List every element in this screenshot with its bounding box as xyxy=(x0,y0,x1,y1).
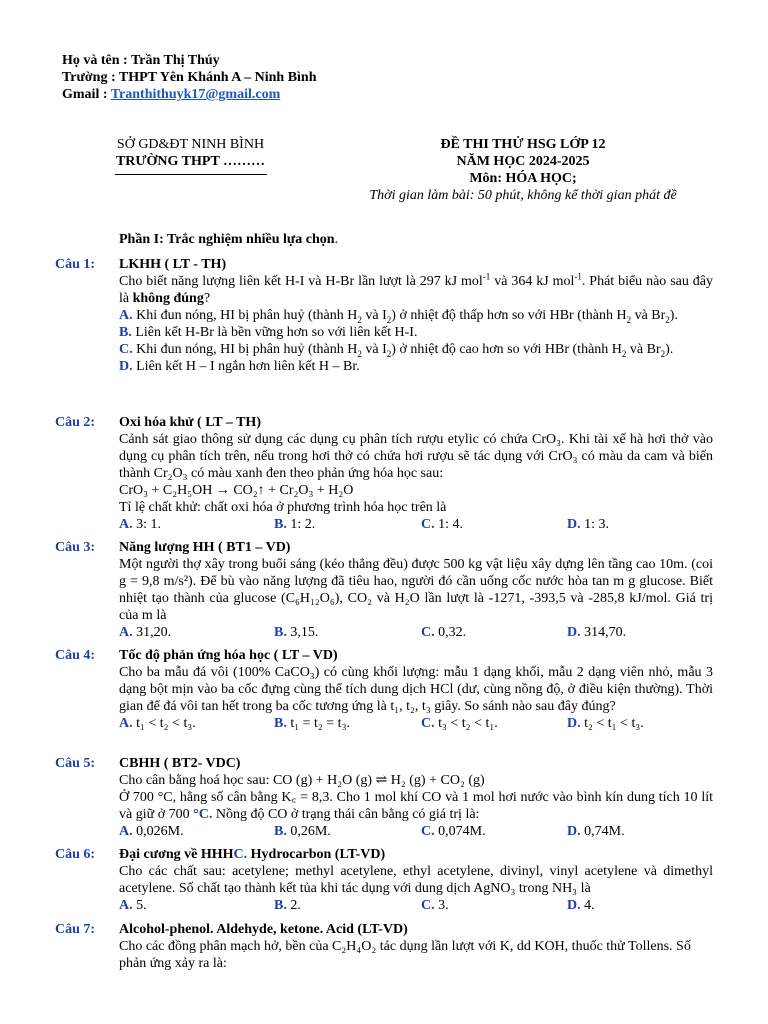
option-a[interactable] xyxy=(119,516,274,533)
question-body xyxy=(119,647,713,732)
option-a[interactable] xyxy=(119,715,274,732)
author-name: Họ và tên : Trần Thị Thúy xyxy=(62,53,220,68)
option-letter: D. xyxy=(567,517,581,532)
option-text: 1: 3. xyxy=(584,517,610,532)
stem-emphasis: không đúng xyxy=(132,291,204,306)
org-block xyxy=(98,136,283,175)
option-text: t₁ < t₂ < t₃. xyxy=(136,716,196,731)
question-body xyxy=(119,846,713,914)
question-stem: Cho ba mẫu đá vôi (100% CaCO₃) có cùng khối lượng: mẫu 1 dạng khối, mẫu 2 dạng viên nhỏ, mẫu 3 dạng bột mịn vào ba cốc đựng cùng thể tích dung dịch HCl (dư, cùng nồng độ, ở điều kiện thường). Thời gian để đá vôi tan hết trong ba cốc tương ứng là t₁, t₂, t₃ giây. So sánh nào sau đây đúng? xyxy=(119,665,713,714)
question-number: Câu 6: xyxy=(55,847,96,862)
topic-stray-label: C. xyxy=(233,847,248,862)
option-text: 2. xyxy=(290,898,301,913)
option-text: 31,20. xyxy=(136,625,172,640)
option-text: Liên kết H – I ngắn hơn liên kết H – Br. xyxy=(136,359,360,374)
stem-part: và 364 kJ mol xyxy=(490,274,575,289)
option-c[interactable] xyxy=(421,715,567,732)
option-letter: B. xyxy=(274,824,287,839)
option-letter: A. xyxy=(119,517,133,532)
option-text: 3: 1. xyxy=(136,517,162,532)
option-b[interactable] xyxy=(274,715,421,732)
option-letter: A. xyxy=(119,625,133,640)
option-b[interactable] xyxy=(274,624,421,641)
option-text: 3,15. xyxy=(290,625,319,640)
option-letter: D. xyxy=(567,625,581,640)
question-number: Câu 3: xyxy=(55,540,96,555)
question-topic: Tốc độ phản ứng hóa học ( LT – VD) xyxy=(119,648,338,663)
option-letter: A. xyxy=(119,308,133,323)
option-text: 1: 2. xyxy=(290,517,316,532)
question-ask: Tỉ lệ chất khử: chất oxi hóa ở phương trình hóa học trên là xyxy=(119,500,447,515)
question-body xyxy=(119,256,713,375)
option-letter: A. xyxy=(119,898,133,913)
exam-time: Thời gian làm bài: 50 phút, không kể thời gian phát đề xyxy=(369,188,677,203)
option-text: 314,70. xyxy=(584,625,627,640)
question-body xyxy=(119,539,713,641)
option-c[interactable] xyxy=(421,823,567,840)
section-title: Phần I: Trắc nghiệm nhiều lựa chọn. xyxy=(119,232,339,247)
option-a[interactable]: A. Khi đun nóng, HI bị phân huỷ (thành $H_2$ và $I_2$) ở nhiệt độ thấp hơn so với HBr (thành $H_2$ và $Br_2$). xyxy=(119,308,678,325)
exam-block xyxy=(318,136,728,204)
equilibrium-equation: Cho cân bằng hoá học sau: CO (g) + H₂O (g) ⇌ H₂ (g) + CO₂ (g) xyxy=(119,773,485,788)
option-d[interactable] xyxy=(567,897,595,914)
option-c[interactable]: C. Khi đun nóng, HI bị phân huỷ (thành $H_2$ và $I_2$) ở nhiệt độ cao hơn so với HBr (thành $H_2$ và $Br_2$). xyxy=(119,342,674,359)
answer-row xyxy=(119,897,713,914)
question-topic: LKHH ( LT - TH) xyxy=(119,257,227,272)
question-body xyxy=(119,755,713,840)
author-gmail-row xyxy=(62,86,317,103)
answer-row xyxy=(119,715,713,732)
option-text: t₃ < t₂ < t₁. xyxy=(438,716,498,731)
org-divider xyxy=(115,174,267,175)
question-number: Câu 4: xyxy=(55,648,96,663)
stem-sup: -1 xyxy=(574,271,582,282)
option-text: 0,026M. xyxy=(136,824,184,839)
option-b[interactable] xyxy=(274,516,421,533)
option-text: 4. xyxy=(584,898,595,913)
org-dept: SỞ GD&ĐT NINH BÌNH xyxy=(116,137,265,152)
option-c[interactable] xyxy=(421,624,567,641)
stem-stray-label: C. xyxy=(198,807,213,822)
option-text: 1: 4. xyxy=(438,517,464,532)
option-letter: B. xyxy=(274,625,287,640)
option-text: t₂ < t₁ < t₃. xyxy=(584,716,644,731)
option-b[interactable] xyxy=(274,823,421,840)
answer-row xyxy=(119,516,713,533)
option-a[interactable] xyxy=(119,823,274,840)
option-letter: A. xyxy=(119,824,133,839)
question-number: Câu 5: xyxy=(55,756,96,771)
gmail-link[interactable]: Tranthithuyk17@gmail.com xyxy=(110,87,281,102)
option-d[interactable] xyxy=(567,624,626,641)
question-stem: Một người thợ xây trong buổi sáng (kéo thẳng đều) được 500 kg vật liệu xây dựng lên tầng cao 10m. (coi g = 9,8 m/s²). Để bù vào năng lượng đã tiêu hao, người đó cần uống cốc nước hòa tan m g glucose. Biết nhiệt tạo thành của glucose (C₆H₁₂O₆), CO₂ và H₂O lần lượt là -1271, -393,5 và -285,8 kJ/mol. Giá trị của m là xyxy=(119,557,713,623)
option-a[interactable] xyxy=(119,897,274,914)
question-topic: CBHH ( BT2- VDC) xyxy=(119,756,241,771)
author-block xyxy=(62,52,317,103)
option-d[interactable] xyxy=(567,823,625,840)
option-text: t₁ = t₂ = t₃. xyxy=(290,716,350,731)
question-body xyxy=(119,921,713,972)
option-text: 0,26M. xyxy=(290,824,331,839)
question-body xyxy=(119,414,713,533)
author-school: Trường : THPT Yên Khánh A – Ninh Bình xyxy=(62,70,317,85)
question-number: Câu 2: xyxy=(55,415,96,430)
stem-part: Ở 700 °C, hằng số cân bằng K꜀ = 8,3. Cho 1 mol khí CO và 1 mol hơi nước vào bình kín dung tích 10 lít và giữ ở 700 ° xyxy=(119,790,713,822)
option-letter: B. xyxy=(274,716,287,731)
question-topic xyxy=(119,846,713,863)
option-c[interactable] xyxy=(421,897,567,914)
option-letter: C. xyxy=(421,898,435,913)
option-d[interactable] xyxy=(567,516,609,533)
option-letter: C. xyxy=(421,716,435,731)
reaction-equation: CrO₃ + C₂H₅OH → CO₂↑ + Cr₂O₃ + H₂O xyxy=(119,483,354,498)
option-letter: D. xyxy=(119,359,133,374)
option-letter: B. xyxy=(274,898,287,913)
option-letter: C. xyxy=(119,342,133,357)
exam-year: NĂM HỌC 2024-2025 xyxy=(456,154,590,169)
option-letter: D. xyxy=(567,898,581,913)
option-letter: B. xyxy=(274,517,287,532)
question-stem: Cho các đồng phân mạch hở, bền của C₂H₄O₂ tác dụng lần lượt với K, dd KOH, thuốc thử Tollens. Số phản ứng xảy ra là: xyxy=(119,939,691,971)
option-c[interactable] xyxy=(421,516,567,533)
question-number: Câu 1: xyxy=(55,257,96,272)
option-text: Khi đun nóng, HI bị phân huỷ (thành H xyxy=(136,308,358,323)
org-school: TRƯỜNG THPT ……… xyxy=(115,154,266,169)
option-text: Khi đun nóng, HI bị phân huỷ (thành H xyxy=(136,342,358,357)
option-text: 5. xyxy=(136,898,147,913)
topic-part: Hydrocarbon (LT-VD) xyxy=(247,847,386,862)
option-letter: C. xyxy=(421,517,435,532)
stem-sup: -1 xyxy=(482,271,491,282)
option-b[interactable] xyxy=(274,897,421,914)
option-text: 0,74M. xyxy=(584,824,625,839)
option-text: 0,074M. xyxy=(438,824,486,839)
option-letter: D. xyxy=(567,716,581,731)
option-a[interactable] xyxy=(119,624,274,641)
question-stem xyxy=(119,789,713,823)
answer-row xyxy=(119,823,713,840)
option-text: Liên kết H-Br là bền vững hơn so với liên kết H-I. xyxy=(135,325,418,340)
option-letter: B. xyxy=(119,325,132,340)
question-stem: Cho biết năng lượng liên kết H-I và H-Br lần lượt là 297 kJ mol$^{-1}$ và 364 kJ mol$^{-1}$. Phát biểu nào sau đây là không đúng? xyxy=(119,271,713,306)
question-topic: Oxi hóa khử ( LT – TH) xyxy=(119,415,261,430)
topic-part: Đại cương về HHH xyxy=(119,847,234,862)
option-letter: A. xyxy=(119,716,133,731)
section-title-text: Phần I: Trắc nghiệm nhiều lựa chọn xyxy=(119,232,335,247)
option-d[interactable] xyxy=(567,715,644,732)
question-number: Câu 7: xyxy=(55,922,96,937)
option-text: 0,32. xyxy=(438,625,467,640)
question-stem: Cho các chất sau: acetylene; methyl acetylene, ethyl acetylene, divinyl, vinyl acetylene và dimethyl acetylene. Số chất tạo thành kết tủa khi tác dụng với dung dịch AgNO₃ trong NH₃ là xyxy=(119,864,713,896)
answer-row xyxy=(119,624,713,641)
option-letter: C. xyxy=(421,824,435,839)
option-text: 3. xyxy=(438,898,449,913)
option-b[interactable] xyxy=(119,324,713,341)
exam-title: ĐỀ THI THỬ HSG LỚP 12 xyxy=(440,137,606,152)
stem-part: Cho biết năng lượng liên kết H-I và H-Br lần lượt là 297 kJ mol xyxy=(119,274,483,289)
gmail-label: Gmail : xyxy=(62,87,108,102)
question-stem: Cảnh sát giao thông sử dụng các dụng cụ phân tích rượu etylic có chứa CrO₃. Khi tài xế hà hơi thở vào dụng cụ phân tích trên, nếu trong hơi thở có chứa hơi rượu sẽ tác dụng với CrO₃ có màu da cam và biến thành Cr₂O₃ có màu xanh đen theo phản ứng hóa học sau: xyxy=(119,432,713,481)
stem-part: . Phát biểu nào sau đây là xyxy=(119,274,713,306)
stem-part: Nồng độ CO ở trạng thái cân bằng có giá trị là: xyxy=(212,807,480,822)
exam-subject: Môn: HÓA HỌC; xyxy=(469,171,577,186)
question-topic: Năng lượng HH ( BT1 – VD) xyxy=(119,540,291,555)
option-letter: C. xyxy=(421,625,435,640)
option-d[interactable] xyxy=(119,358,713,375)
option-letter: D. xyxy=(567,824,581,839)
question-topic: Alcohol-phenol. Aldehyde, ketone. Acid (LT-VD) xyxy=(119,922,408,937)
